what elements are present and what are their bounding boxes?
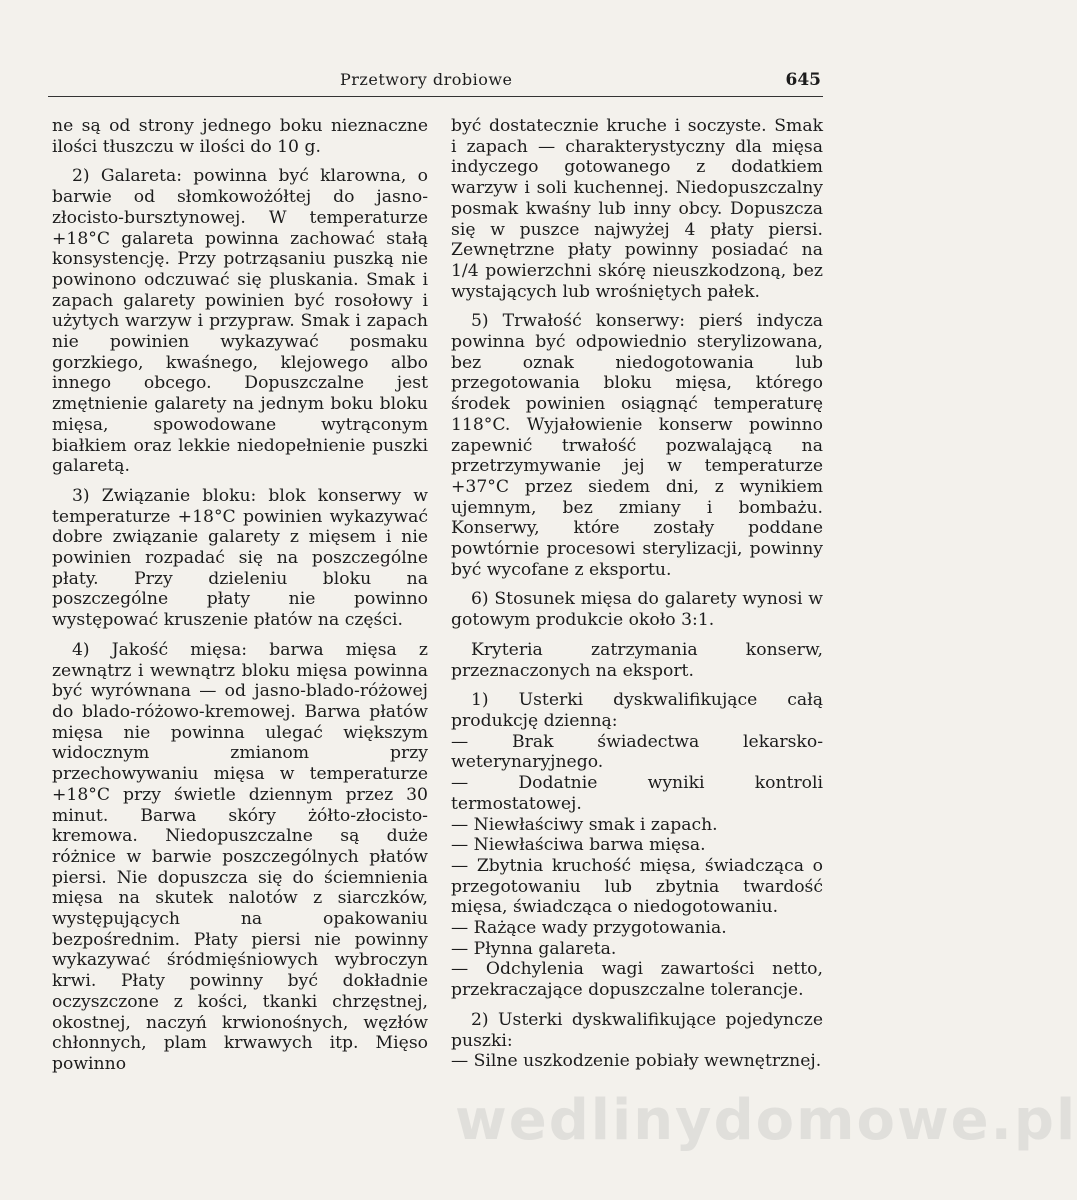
watermark: wedlinydomowe.pl — [455, 1088, 1077, 1153]
page-number: 645 — [785, 70, 821, 90]
paragraph-continuation: być dostatecznie kruche i soczyste. Smak i zapach — charakterystyczny dla mięsa indyczego gotowanego z dodatkiem warzyw i soli kuchennej. Niedopuszczalny posmak kwaśny lub inny obcy. Dopuszcza się w puszce najwyżej 4 płaty piersi. Zewnętrzne płaty powinny posiadać na 1/4 powierzchni skórę nieuszkodzoną, bez wystających lub wrośniętych pałek. — [451, 116, 823, 302]
list-usterki-puszki: 2) Usterki dyskwalifikujące pojedyncze puszki: — Silne uszkodzenie pobiały wewnętrznej. — [451, 1009, 823, 1072]
paragraph-stosunek: 6) Stosunek mięsa do galarety wynosi w gotowym produkcie około 3:1. — [451, 589, 823, 631]
list-usterki-dzienne: 1) Usterki dyskwalifikujące całą produkcję dzienną: — Brak świadectwa lekarsko-weterynaryjnego. — Dodatnie wyniki kontroli termostatowej. — Niewłaściwy smak i zapach. — Niewłaściwa barwa mięsa. — Zbytnia kruchość mięsa, świadcząca o przegotowaniu lub zbytnia twardość mięsa, świadcząca o niedogotowaniu. — Rażące wady przygotowania. — Płynna galareta. — Odchylenia wagi zawartości netto, przekraczające dopuszczalne tolerancje. — [451, 690, 823, 1001]
paragraph-kryteria: Kryteria zatrzymania konserw, przeznaczonych na eksport. — [451, 639, 823, 681]
right-column — [451, 116, 823, 1081]
left-column — [52, 116, 428, 1084]
paragraph-intro: ne są od strony jednego boku nieznaczne ilości tłuszczu w ilości do 10 g. — [52, 116, 428, 157]
paragraph-trwalosc: 5) Trwałość konserwy: pierś indycza powinna być odpowiednio sterylizowana, bez oznak niedogotowania lub przegotowania bloku mięsa, którego środek powinien osiągnąć temperaturę 118°C. Wyjałowienie konserw powinno zapewnić trwałość pozwalającą na przetrzymywanie jej w temperaturze +37°C przez siedem dni, z wynikiem ujemnym, bez zmiany i bombażu. Konserwy, które zostały poddane powtórnie procesowi sterylizacji, powinny być wycofane z eksportu. — [451, 311, 823, 580]
paragraph-galareta: 2) Galareta: powinna być klarowna, o barwie od słomkowożółtej do jasno-złocisto-bursztynowej. W temperaturze +18°C galareta powinna zachować stałą konsystencję. Przy potrząsaniu puszką nie powinono odczuwać się pluskania. Smak i zapach galarety powinien być rosołowy i użytych warzyw i przypraw. Smak i zapach nie powinien wykazywać posmaku gorzkiego, kwaśnego, klejowego albo innego obcego. Dopuszczalne jest zmętnienie galarety na jednym boku bloku mięsa, spowodowane wytrąconym białkiem oraz lekkie niedopełnienie puszki galaretą. — [52, 166, 428, 477]
paragraph-jakosc-miesa: 4) Jakość mięsa: barwa mięsa z zewnątrz i wewnątrz bloku mięsa powinna być wyrównana — od jasno-blado-różowej do blado-różowo-kremowej. Barwa płatów mięsa nie powinna ulegać większym widocznym zmianom przy przechowywaniu mięsa w temperaturze +18°C przy świetle dziennym przez 30 minut. Barwa skóry żółto-złocisto-kremowa. Niedopuszczalne są duże różnice w barwie poszczególnych płatów piersi. Nie dopuszcza się do ściemnienia mięsa na skutek nalotów z siarczków, występujących na opakowaniu bezpośrednim. Płaty piersi nie powinny wykazywać śródmięśniowych wybroczyn krwi. Płaty powinny być dokładnie oczyszczone z kości, tkanki chrzęstnej, okostnej, naczyń krwionośnych, węzłów chłonnych, plam krwawych itp. Mięso powinno — [52, 639, 428, 1074]
paragraph-zwiazanie-bloku: 3) Związanie bloku: blok konserwy w temperaturze +18°C powinien wykazywać dobre związanie galarety z mięsem i nie powinien rozpadać się na poszczególne płaty. Przy dzieleniu bloku na poszczególne płaty nie powinno występować kruszenie płatów na części. — [52, 485, 428, 631]
running-header — [48, 66, 823, 97]
header-title: Przetwory drobiowe — [340, 70, 513, 89]
